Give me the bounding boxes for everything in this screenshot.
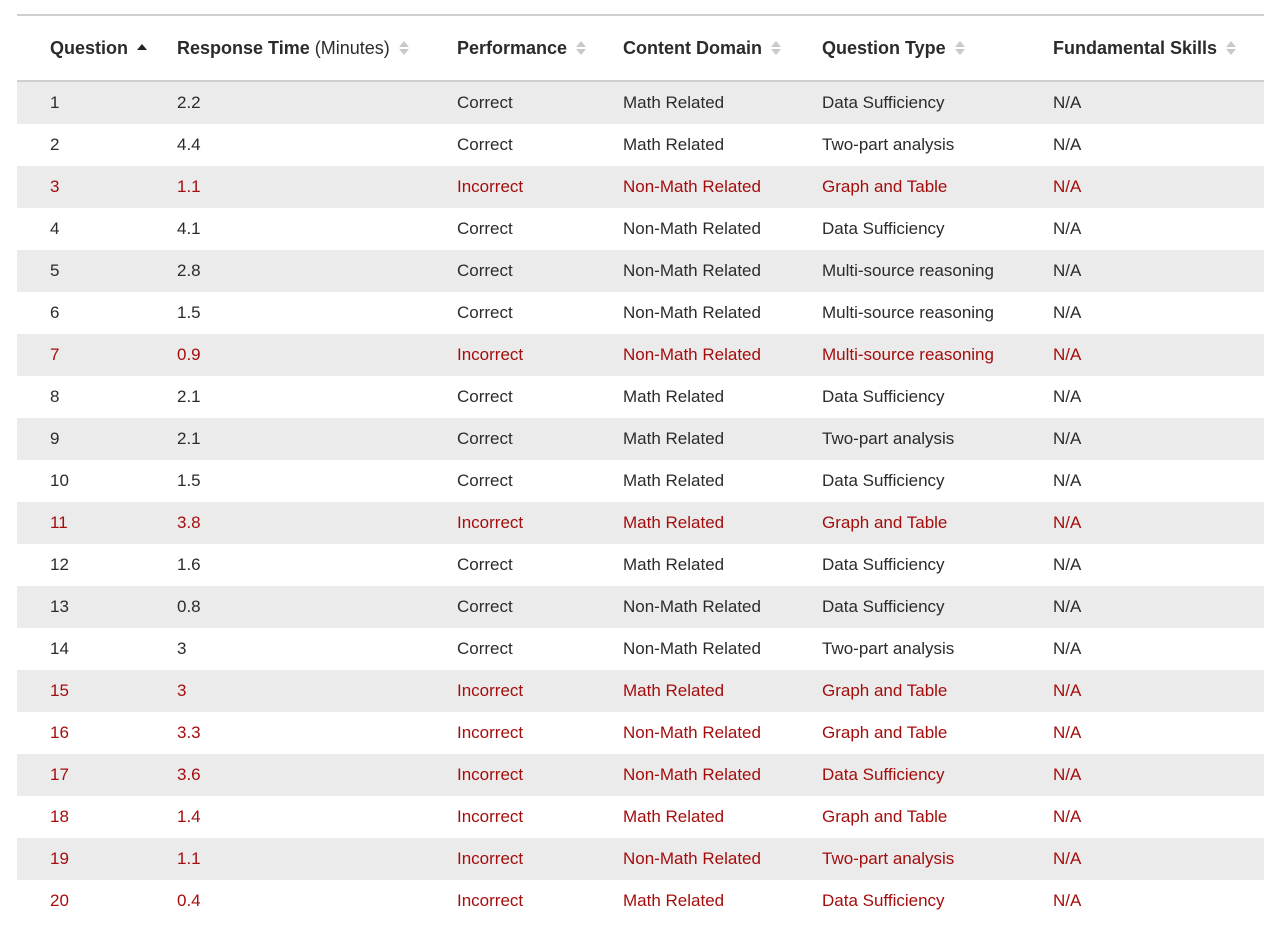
cell-fundamental-skills: N/A (1053, 303, 1082, 322)
cell-question-type: Graph and Table (822, 723, 948, 742)
sort-both-icon[interactable] (399, 39, 409, 57)
cell-content-domain: Non-Math Related (623, 723, 761, 742)
cell-question: 5 (50, 261, 60, 280)
cell-fundamental-skills: N/A (1053, 471, 1082, 490)
table-row (17, 166, 1264, 208)
cell-response-time: 0.4 (177, 891, 201, 910)
cell-fundamental-skills: N/A (1053, 93, 1082, 112)
cell-question-type: Graph and Table (822, 681, 948, 700)
cell-question-type: Multi-source reasoning (822, 303, 994, 322)
cell-question-type: Data Sufficiency (822, 891, 945, 910)
header-response-time-unit: (Minutes) (314, 37, 390, 58)
cell-question: 18 (50, 807, 69, 826)
cell-question: 1 (50, 93, 60, 112)
cell-question-type: Data Sufficiency (822, 765, 945, 784)
cell-fundamental-skills: N/A (1053, 135, 1082, 154)
table-row (17, 250, 1264, 292)
cell-response-time: 1.5 (177, 471, 201, 490)
cell-question-type: Data Sufficiency (822, 471, 945, 490)
cell-question-type: Two-part analysis (822, 429, 955, 448)
cell-question: 19 (50, 849, 69, 868)
cell-fundamental-skills: N/A (1053, 597, 1082, 616)
cell-performance: Correct (457, 387, 513, 406)
cell-content-domain: Math Related (623, 429, 725, 448)
cell-performance: Incorrect (457, 177, 524, 196)
cell-fundamental-skills: N/A (1053, 681, 1082, 700)
cell-content-domain: Non-Math Related (623, 219, 761, 238)
cell-question: 4 (50, 219, 60, 238)
cell-content-domain: Non-Math Related (623, 765, 761, 784)
cell-response-time: 4.4 (177, 135, 201, 154)
cell-content-domain: Non-Math Related (623, 303, 761, 322)
cell-response-time: 3.6 (177, 765, 201, 784)
cell-response-time: 1.5 (177, 303, 201, 322)
table-row (17, 796, 1264, 838)
cell-question-type: Multi-source reasoning (822, 345, 994, 364)
cell-response-time: 1.1 (177, 849, 201, 868)
cell-response-time: 3.8 (177, 513, 201, 532)
cell-question: 17 (50, 765, 69, 784)
cell-performance: Correct (457, 93, 513, 112)
cell-question: 20 (50, 891, 69, 910)
cell-fundamental-skills: N/A (1053, 219, 1082, 238)
cell-performance: Correct (457, 639, 513, 658)
table-row (17, 460, 1264, 502)
cell-performance: Correct (457, 261, 513, 280)
cell-question-type: Graph and Table (822, 513, 948, 532)
cell-fundamental-skills: N/A (1053, 429, 1082, 448)
header-performance-label: Performance (457, 37, 568, 58)
cell-performance: Correct (457, 555, 513, 574)
cell-fundamental-skills: N/A (1053, 555, 1082, 574)
cell-performance: Incorrect (457, 513, 524, 532)
cell-performance: Incorrect (457, 723, 524, 742)
table-header (17, 15, 1264, 81)
cell-fundamental-skills: N/A (1053, 261, 1082, 280)
header-fundamental-skills-label: Fundamental Skills (1053, 37, 1218, 58)
cell-fundamental-skills: N/A (1053, 807, 1082, 826)
cell-content-domain: Math Related (623, 807, 725, 826)
cell-performance: Incorrect (457, 345, 524, 364)
cell-question: 16 (50, 723, 69, 742)
table-row (17, 754, 1264, 796)
cell-fundamental-skills: N/A (1053, 387, 1082, 406)
table-row (17, 376, 1264, 418)
cell-content-domain: Math Related (623, 387, 725, 406)
cell-performance: Correct (457, 471, 513, 490)
cell-content-domain: Math Related (623, 891, 725, 910)
cell-question-type: Data Sufficiency (822, 597, 945, 616)
cell-question: 8 (50, 387, 60, 406)
header-content-domain[interactable] (623, 15, 822, 81)
table-row (17, 586, 1264, 628)
cell-content-domain: Non-Math Related (623, 849, 761, 868)
cell-performance: Correct (457, 429, 513, 448)
cell-fundamental-skills: N/A (1053, 177, 1082, 196)
cell-performance: Correct (457, 135, 513, 154)
cell-response-time: 0.8 (177, 597, 201, 616)
cell-question-type: Two-part analysis (822, 639, 955, 658)
header-response-time[interactable] (177, 15, 457, 81)
header-row (17, 15, 1264, 81)
results-table (17, 14, 1264, 922)
sort-both-icon[interactable] (955, 39, 965, 57)
cell-question: 7 (50, 345, 60, 364)
cell-content-domain: Math Related (623, 681, 725, 700)
sort-both-icon[interactable] (1226, 39, 1236, 57)
cell-question: 13 (50, 597, 69, 616)
cell-response-time: 0.9 (177, 345, 201, 364)
cell-performance: Incorrect (457, 891, 524, 910)
cell-performance: Incorrect (457, 849, 524, 868)
cell-content-domain: Non-Math Related (623, 261, 761, 280)
cell-content-domain: Math Related (623, 93, 725, 112)
cell-fundamental-skills: N/A (1053, 723, 1082, 742)
table-row (17, 544, 1264, 586)
cell-question-type: Data Sufficiency (822, 387, 945, 406)
cell-fundamental-skills: N/A (1053, 891, 1082, 910)
cell-question: 14 (50, 639, 69, 658)
cell-question-type: Two-part analysis (822, 849, 955, 868)
cell-content-domain: Non-Math Related (623, 177, 761, 196)
cell-question: 9 (50, 429, 60, 448)
cell-performance: Correct (457, 303, 513, 322)
cell-question: 15 (50, 681, 69, 700)
cell-content-domain: Math Related (623, 513, 725, 532)
header-fundamental-skills[interactable] (1053, 15, 1264, 81)
table-row (17, 124, 1264, 166)
cell-question-type: Graph and Table (822, 807, 948, 826)
table-row (17, 838, 1264, 880)
cell-response-time: 2.1 (177, 387, 201, 406)
cell-response-time: 1.6 (177, 555, 201, 574)
header-response-time-label: Response Time (177, 37, 310, 58)
table-row (17, 880, 1264, 922)
sort-ascending-icon[interactable] (137, 43, 147, 53)
table-row (17, 334, 1264, 376)
cell-performance: Correct (457, 597, 513, 616)
cell-question: 11 (50, 513, 68, 532)
cell-question-type: Graph and Table (822, 177, 948, 196)
cell-performance: Correct (457, 219, 513, 238)
cell-content-domain: Non-Math Related (623, 345, 761, 364)
cell-response-time: 2.2 (177, 93, 201, 112)
table-row (17, 81, 1264, 124)
header-performance[interactable] (457, 15, 623, 81)
cell-response-time: 3 (177, 681, 187, 700)
cell-performance: Incorrect (457, 765, 524, 784)
header-question-type-label: Question Type (822, 37, 946, 58)
cell-response-time: 1.1 (177, 177, 201, 196)
cell-fundamental-skills: N/A (1053, 765, 1082, 784)
table-row (17, 670, 1264, 712)
cell-content-domain: Non-Math Related (623, 597, 761, 616)
cell-question: 12 (50, 555, 69, 574)
table-row (17, 502, 1264, 544)
cell-question-type: Data Sufficiency (822, 219, 945, 238)
cell-question-type: Multi-source reasoning (822, 261, 994, 280)
table-row (17, 208, 1264, 250)
sort-both-icon[interactable] (576, 39, 586, 57)
cell-content-domain: Math Related (623, 471, 725, 490)
cell-response-time: 3 (177, 639, 187, 658)
cell-question: 3 (50, 177, 60, 196)
header-content-domain-label: Content Domain (623, 37, 762, 58)
table-row (17, 292, 1264, 334)
cell-question: 10 (50, 471, 69, 490)
cell-question-type: Two-part analysis (822, 135, 955, 154)
cell-response-time: 2.8 (177, 261, 201, 280)
table-body (17, 81, 1264, 922)
results-table-container (17, 14, 1264, 922)
cell-content-domain: Non-Math Related (623, 639, 761, 658)
table-row (17, 628, 1264, 670)
cell-fundamental-skills: N/A (1053, 513, 1082, 532)
header-question-label: Question (50, 37, 129, 58)
cell-content-domain: Math Related (623, 135, 725, 154)
table-row (17, 418, 1264, 460)
header-question-type[interactable] (822, 15, 1053, 81)
cell-performance: Incorrect (457, 681, 524, 700)
cell-response-time: 4.1 (177, 219, 201, 238)
cell-question-type: Data Sufficiency (822, 555, 945, 574)
cell-fundamental-skills: N/A (1053, 849, 1082, 868)
cell-response-time: 1.4 (177, 807, 201, 826)
cell-performance: Incorrect (457, 807, 524, 826)
header-question[interactable] (17, 15, 177, 81)
cell-question: 2 (50, 135, 60, 154)
cell-fundamental-skills: N/A (1053, 639, 1082, 658)
cell-question-type: Data Sufficiency (822, 93, 945, 112)
cell-content-domain: Math Related (623, 555, 725, 574)
cell-response-time: 3.3 (177, 723, 201, 742)
sort-both-icon[interactable] (771, 39, 781, 57)
cell-response-time: 2.1 (177, 429, 201, 448)
cell-question: 6 (50, 303, 60, 322)
table-row (17, 712, 1264, 754)
cell-fundamental-skills: N/A (1053, 345, 1082, 364)
